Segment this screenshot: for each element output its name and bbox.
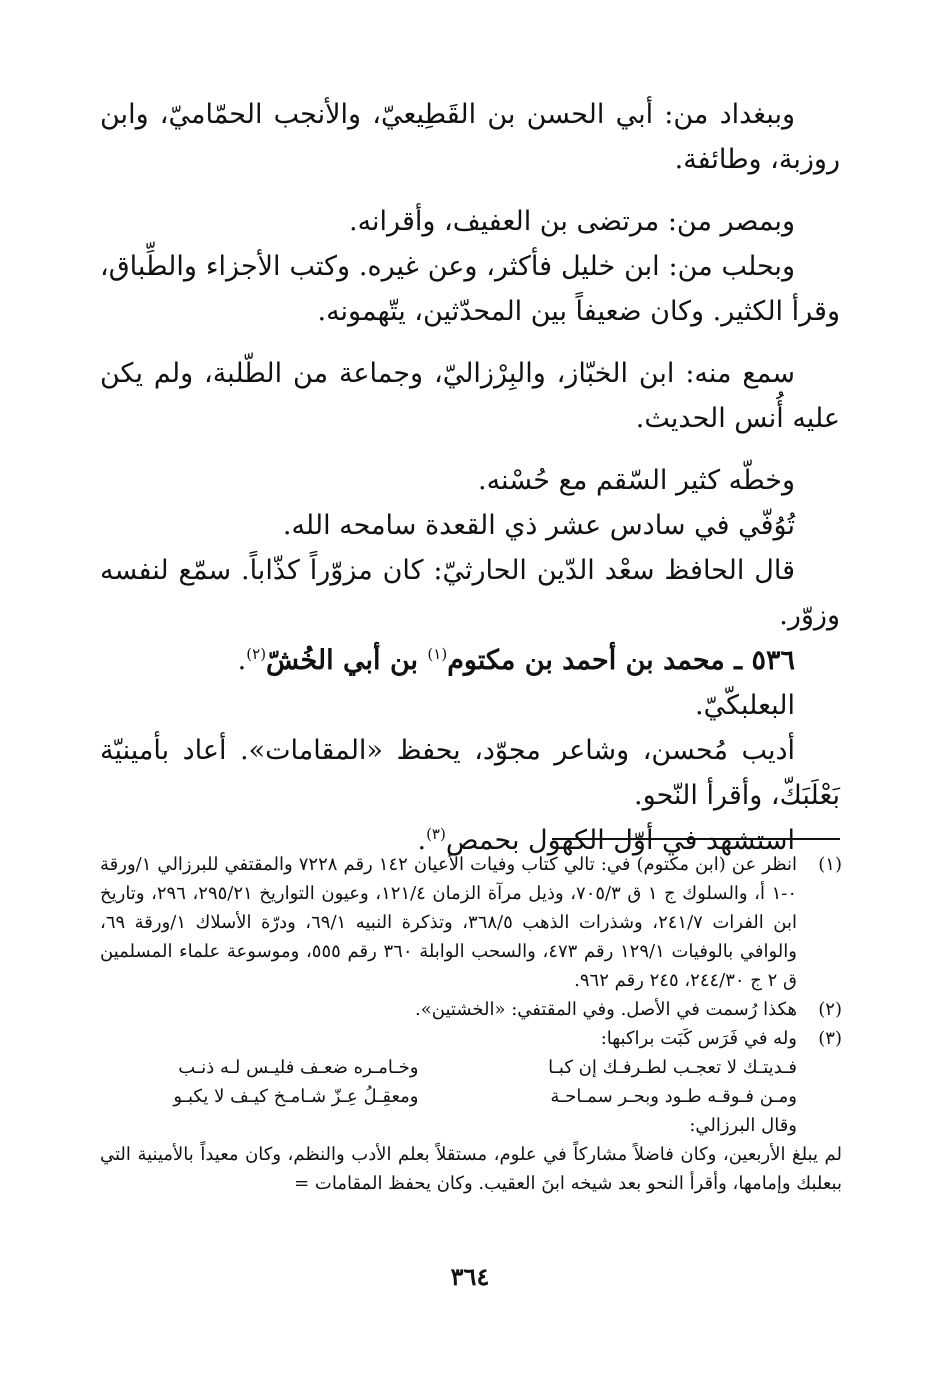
footnote-text: وله في فَرَس كَبَت براكبها: <box>600 1028 797 1049</box>
barzali-intro-text: وقال البرزالي: <box>689 1115 797 1136</box>
paragraph-description: أديب مُحسن، وشاعر مجوّد، يحفظ «المقامات». أعاد بأمينيّة بَعْلَبَكّ، وأقرأ النّحو. <box>100 735 840 811</box>
footnote-text: انظر عن (ابن مكتوم) في: تالي كتاب وفيات الأعيان ١٤٢ رقم ٧٢٢٨ والمقتفي للبرزالي ١/ورقة ٠-١ أ، والسلوك ج ١ ق ٧٠٥/٣، وذيل مرآة الزمان ١٢١/٤، وعيون التواريخ ٢٩٥/٢١، ٢٩٦، وتاريخ ابن الفرات ٢٤١/٧، وشذرات الذهب ٣٦٨/٥، وتذكرة النبيه ٦٩/١، ودرّة الأسلاك ١/ورقة ٦٩، والوافي بالوفيات ١٢٩/١ رقم ٤٧٣، والسحب الوابلة ٣٦٠ رقم ٥٥٥، وموسوعة علماء المسلمين ق ٢ ج ٢٤٤/٣٠، ٢٤٥ رقم ٩٦٢. <box>100 854 797 991</box>
footnote-separator <box>552 838 840 840</box>
footnote-text: هكذا رُسمت في الأصل. وفي المقتفي: «الخشتين». <box>415 999 797 1020</box>
verse-hemistich: وخـامـره ضعـف فليـس لـه ذنـب <box>178 1057 419 1078</box>
footnote-number: (١) <box>818 854 842 875</box>
barzali-quote: لم يبلغ الأربعين، وكان فاضلاً مشاركاً في علوم، مستقلاً بعلم الأدب والنظم، وكان معيداً بالأمينية التي ببعلبك وإمامها، وأقرأ النحو بعد شيخه ابنَ العقيب. وكان يحفظ المقامات = <box>100 1144 842 1194</box>
footnote-ref-3[interactable]: (٣) <box>426 825 446 843</box>
paragraph-heard-from-him: سمع منه: ابن الخبّاز، والبِرْزاليّ، وجماعة من الطّلبة، ولم يكن عليه أُنس الحديث. <box>100 358 840 434</box>
martyrdom-end-mark: . <box>417 825 427 856</box>
verse-hemistich: ومـن فـوقـه طـود وبحـر سمـاحـة <box>550 1086 797 1107</box>
paragraph-harithi-quote: قال الحافظ سعْد الدّين الحارثيّ: كان مزوّراً كذّاباً. سمّع لنفسه وزوّر. <box>100 555 840 631</box>
paragraph-handwriting: وخطّه كثير السّقم مع حُسْنه. <box>478 465 795 496</box>
footnote-number: (٣) <box>818 1028 842 1049</box>
paragraph-baghdad: وببغداد من: أبي الحسن بن القَطِيعيّ، والأنجب الحمّاميّ، وابن روزبة، وطائفة. <box>100 99 840 175</box>
page-number: ٣٦٤ <box>450 1262 490 1291</box>
footnote-number: (٢) <box>818 999 842 1020</box>
verse-hemistich: فـديتـك لا تعجـب لطـرفـك إن كبـا <box>548 1057 797 1078</box>
entry-name-part1: ٥٣٦ ـ محمد بن أحمد بن مكتوم <box>447 645 795 676</box>
main-text <box>100 92 840 863</box>
verse-line-1 <box>100 1053 842 1082</box>
footnote-1 <box>100 850 842 995</box>
paragraph-nisba: البعلبكّيّ. <box>695 690 795 721</box>
footnote-ref-2[interactable]: (٢) <box>246 645 267 663</box>
verse-line-2 <box>100 1082 842 1111</box>
verse-hemistich: ومعقِـلُ عِـزّ شـامـخ كيـف لا يكبـو <box>173 1086 419 1107</box>
footnotes <box>100 850 842 1198</box>
entry-end-mark: . <box>237 645 247 676</box>
entry-name-part2: بن أبي الخُشّ <box>266 645 428 676</box>
paragraph-egypt: وبمصر من: مرتضى بن العفيف، وأقرانه. <box>348 206 795 237</box>
paragraph-death: تُوُفّي في سادس عشر ذي القعدة سامحه الله. <box>282 510 795 541</box>
footnote-2 <box>100 995 842 1024</box>
paragraph-aleppo: وبحلب من: ابن خليل فأكثر، وعن غيره. وكتب الأجزاء والطِّباق، وقرأ الكثير. وكان ضعيفاً بين المحدّثين، يتّهمونه. <box>100 251 840 327</box>
entry-heading <box>100 638 840 683</box>
martyrdom-text: استشهد في أوّل الكهول بحمص <box>445 825 795 856</box>
footnote-3 <box>100 1024 842 1053</box>
footnote-ref-1[interactable]: (١) <box>427 645 448 663</box>
barzali-intro <box>100 1111 842 1140</box>
